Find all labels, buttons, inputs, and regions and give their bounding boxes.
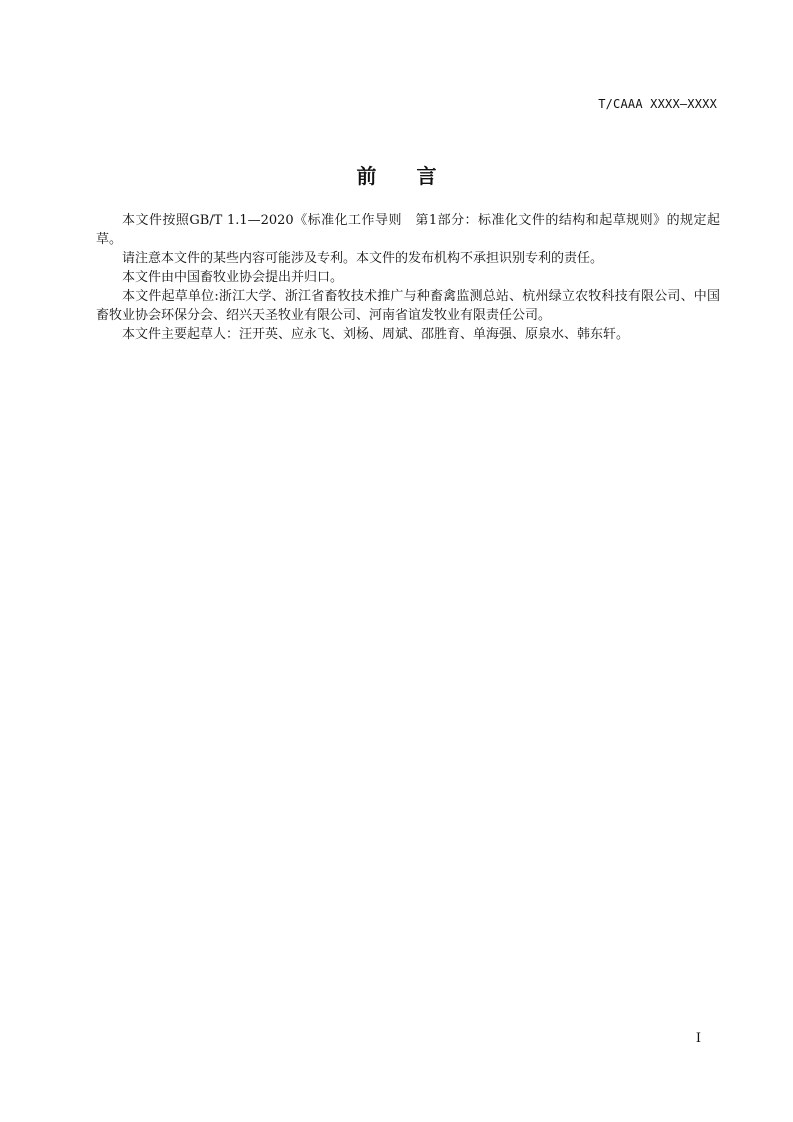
paragraph-patent-notice: 请注意本文件的某些内容可能涉及专利。本文件的发布机构不承担识别专利的责任。 bbox=[122, 251, 604, 266]
paragraph-drafters: 本文件主要起草人：汪开英、应永飞、刘杨、周斌、邵胜育、单海强、原泉水、韩东轩。 bbox=[122, 327, 630, 342]
page-title: 前言 bbox=[356, 164, 477, 188]
document-code: T/CAAA XXXX—XXXX bbox=[598, 97, 717, 111]
paragraph-drafting-rules: 本文件按照GB/T 1.1—2020《标准化工作导则 第1部分：标准化文件的结构和起草规则》的规定起草。 bbox=[96, 213, 720, 247]
foreword-body bbox=[96, 211, 720, 344]
paragraph-proposer: 本文件由中国畜牧业协会提出并归口。 bbox=[122, 270, 344, 285]
page-number: I bbox=[695, 1031, 701, 1046]
paragraph-drafting-units: 本文件起草单位:浙江大学、浙江省畜牧技术推广与种畜禽监测总站、杭州绿立农牧科技有限公司、中国畜牧业协会环保分会、绍兴天圣牧业有限公司、河南省谊发牧业有限责任公司。 bbox=[96, 289, 720, 323]
